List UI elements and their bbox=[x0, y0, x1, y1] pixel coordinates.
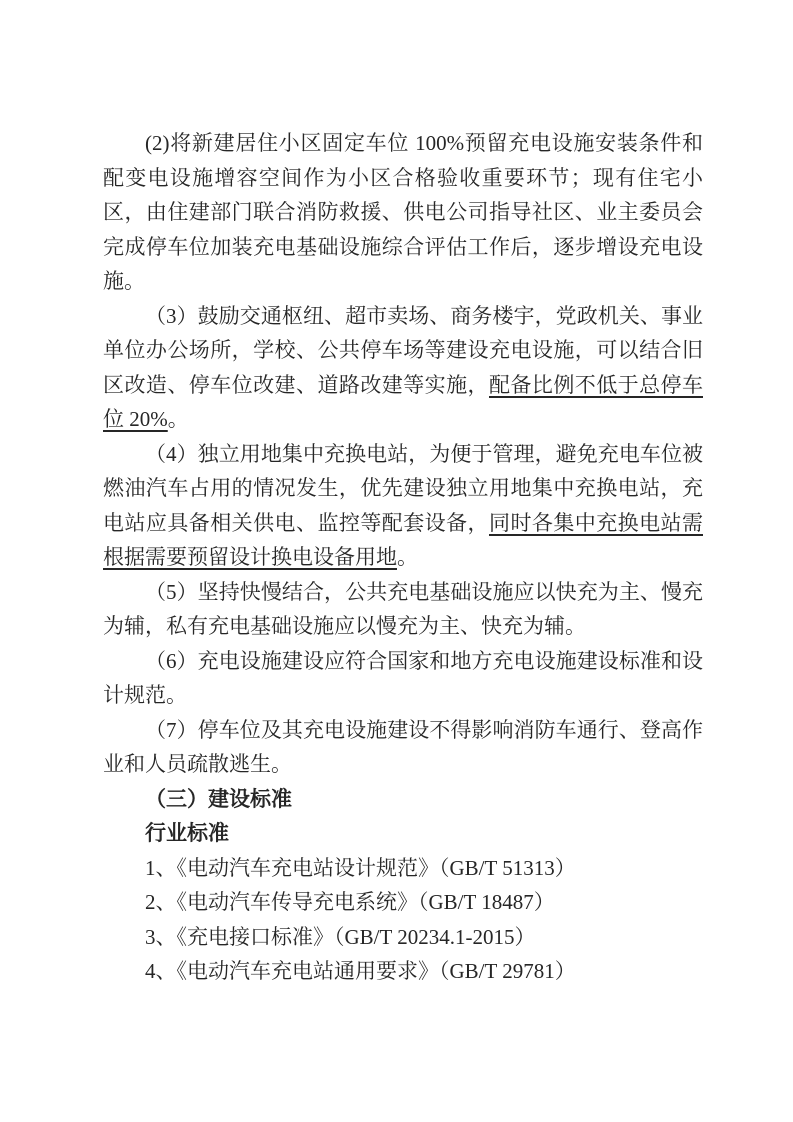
standard-item-2 bbox=[103, 885, 703, 920]
text-segment: 2、《电动汽车传导充电系统》（GB/T 18487） bbox=[145, 890, 555, 914]
standard-item-3 bbox=[103, 920, 703, 955]
para-5-fast-slow-charging bbox=[103, 575, 703, 644]
text-segment: 行业标准 bbox=[145, 821, 229, 845]
text-segment: 4、《电动汽车充电站通用要求》（GB/T 29781） bbox=[145, 959, 576, 983]
text-segment: （三）建设标准 bbox=[145, 786, 292, 811]
text-segment: 1、《电动汽车充电站设计规范》（GB/T 51313） bbox=[145, 855, 576, 880]
para-6-standards-compliance bbox=[103, 644, 703, 713]
document-body bbox=[103, 126, 703, 989]
text-segment: （5）坚持快慢结合，公共充电基础设施应以快充为主、慢充为辅，私有充电基础设施应以慢充为主、快充为辅。 bbox=[103, 579, 703, 638]
heading-construction-standards bbox=[103, 782, 703, 817]
text-segment: （4）独立用地集中充换电站，为便于管理，避免充电车位被燃油汽车占用的情况发生，优先建设独立用地集中充换电站，充电站应具备相关供电、监控等配套设备， bbox=[103, 441, 703, 535]
underlined-text: 配备比例不低于总停车位 20% bbox=[103, 372, 703, 431]
text-segment: 3、《充电接口标准》（GB/T 20234.1-2015） bbox=[145, 924, 536, 949]
para-7-fire-safety bbox=[103, 713, 703, 782]
underlined-text: 同时各集中充换电站需根据需要预留设计换电设备用地 bbox=[103, 510, 703, 569]
standard-item-4 bbox=[103, 954, 703, 989]
para-3-public-places bbox=[103, 299, 703, 437]
para-2-residential-communities bbox=[103, 126, 703, 299]
para-4-centralized-stations bbox=[103, 437, 703, 575]
text-segment: （3）鼓励交通枢纽、超市卖场、商务楼宇，党政机关、事业单位办公场所，学校、公共停车场等建设充电设施，可以结合旧区改造、停车位改建、道路改建等实施， bbox=[103, 303, 703, 397]
text-segment: （6）充电设施建设应符合国家和地方充电设施建设标准和设计规范。 bbox=[103, 648, 703, 707]
standard-item-1 bbox=[103, 851, 703, 886]
text-segment: 。 bbox=[397, 545, 418, 569]
text-segment: (2)将新建居住小区固定车位 100%预留充电设施安装条件和配变电设施增容空间作为小区合格验收重要环节；现有住宅小区，由住建部门联合消防救援、供电公司指导社区、业主委员会完成停车位加装充电基础设施综合评估工作后，逐步增设充电设施。 bbox=[103, 131, 703, 293]
text-segment: （7）停车位及其充电设施建设不得影响消防车通行、登高作业和人员疏散逃生。 bbox=[103, 717, 703, 776]
text-segment: 。 bbox=[167, 407, 189, 431]
heading-industry-standards bbox=[103, 816, 703, 851]
